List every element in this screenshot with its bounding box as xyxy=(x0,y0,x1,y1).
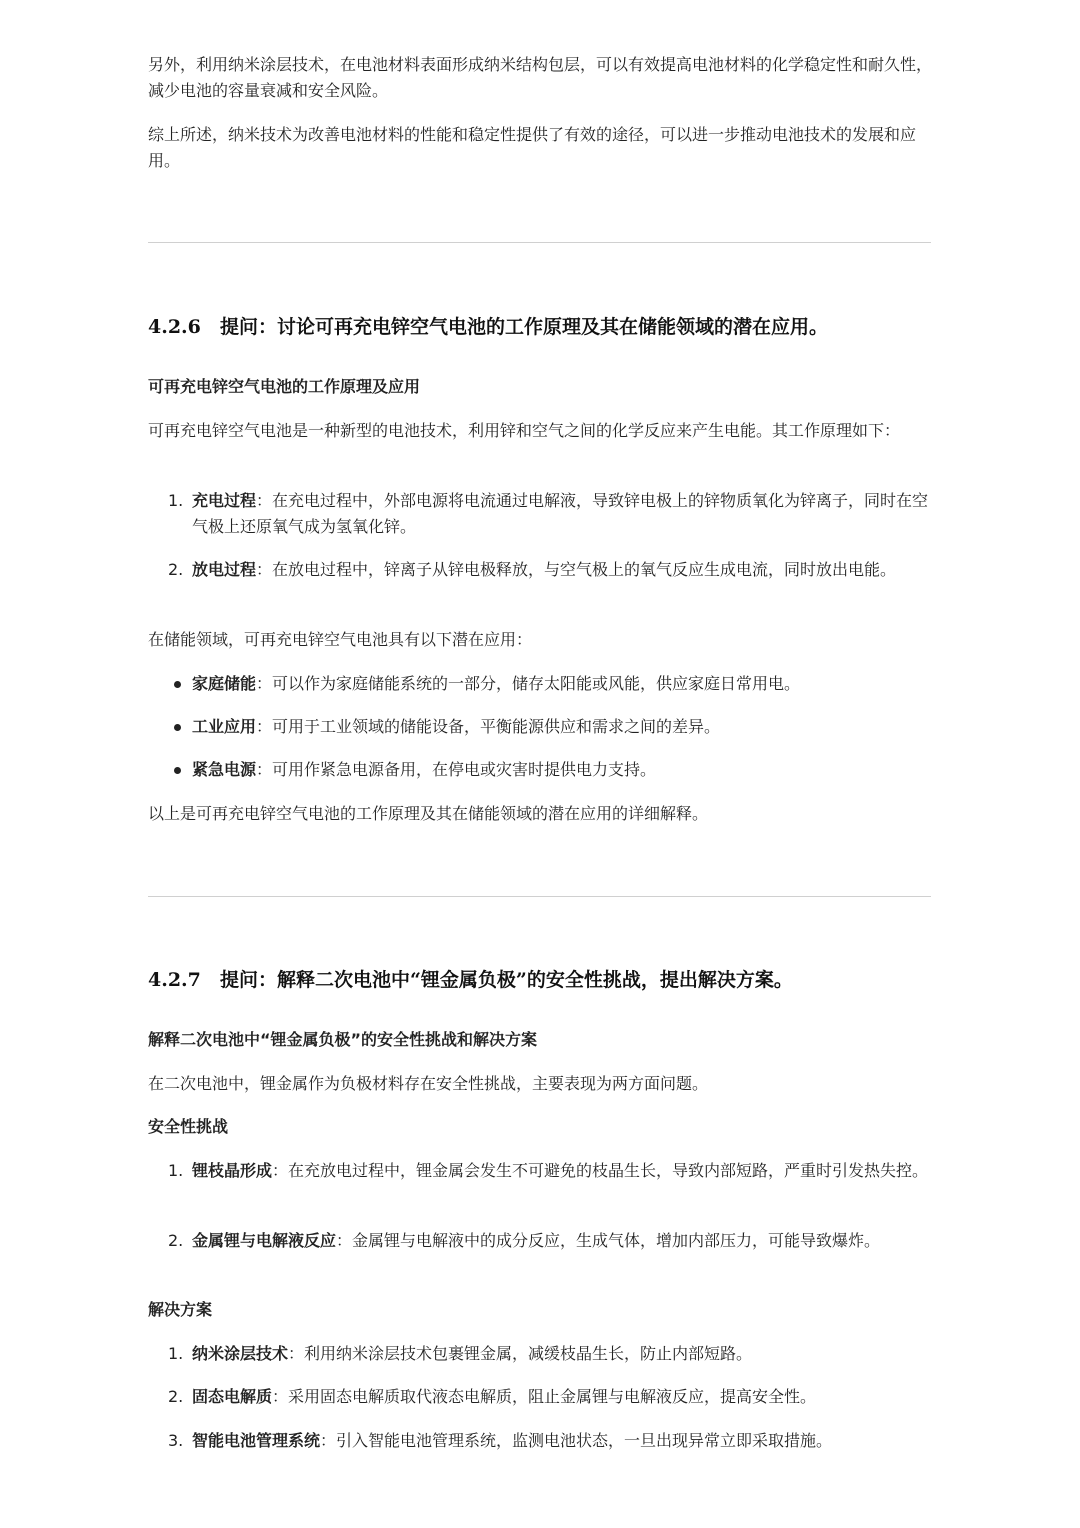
list-term: 固态电解质 xyxy=(192,1387,273,1406)
list-term: 放电过程 xyxy=(192,560,257,579)
list-item xyxy=(148,671,934,697)
list-text: ：引入智能电池管理系统，监测电池状态，一旦出现异常立即采取措施。 xyxy=(320,1431,833,1450)
list-text: ：在放电过程中，锌离子从锌电极释放，与空气极上的氧气反应生成电流，同时放出电能。 xyxy=(256,560,897,579)
list-text: ：可用于工业领域的储能设备，平衡能源供应和需求之间的差异。 xyxy=(256,717,721,736)
section-number: 4.2.7 xyxy=(148,969,201,991)
list-term: 纳米涂层技术 xyxy=(192,1344,289,1363)
list-text: ：在充电过程中，外部电源将电流通过电解液，导致锌电极上的锌物质氧化为锌离子，同时在空气极上还原氧气成为氢氧化锌。 xyxy=(192,491,929,536)
list-marker: 1. xyxy=(168,1344,184,1363)
bullet-icon xyxy=(174,681,181,688)
list-term: 工业应用 xyxy=(192,717,257,736)
challenges-heading: 安全性挑战 xyxy=(148,1117,229,1136)
list-marker: 2. xyxy=(168,1387,184,1406)
section-intro: 在二次电池中，锂金属作为负极材料存在安全性挑战，主要表现为两方面问题。 xyxy=(148,1074,709,1093)
list-marker: 1. xyxy=(168,491,184,510)
list-term: 充电过程 xyxy=(192,491,257,510)
section-subtitle: 解释二次电池中“锂金属负极”的安全性挑战和解决方案 xyxy=(148,1030,538,1049)
section-title: 提问：讨论可再充电锌空气电池的工作原理及其在储能领域的潜在应用。 xyxy=(220,316,829,338)
list-text: ：利用纳米涂层技术包裹锂金属，减缓枝晶生长，防止内部短路。 xyxy=(288,1344,753,1363)
section-divider xyxy=(148,242,931,243)
list-item xyxy=(148,488,934,540)
list-term: 紧急电源 xyxy=(192,760,257,779)
list-marker: 1. xyxy=(168,1161,184,1180)
section-divider xyxy=(148,896,931,897)
list-item xyxy=(148,757,934,783)
list-item xyxy=(148,1158,934,1184)
list-text: ：在充放电过程中，锂金属会发生不可避免的枝晶生长，导致内部短路，严重时引发热失控。 xyxy=(272,1161,929,1180)
section-intro: 可再充电锌空气电池是一种新型的电池技术，利用锌和空气之间的化学反应来产生电能。其工作原理如下： xyxy=(148,421,901,440)
solutions-heading: 解决方案 xyxy=(148,1300,213,1319)
section-subtitle: 可再充电锌空气电池的工作原理及应用 xyxy=(148,377,421,396)
list-term: 家庭储能 xyxy=(192,674,257,693)
list-item xyxy=(148,714,934,740)
intro-paragraph-1: 另外，利用纳米涂层技术，在电池材料表面形成纳米结构包层，可以有效提高电池材料的化学稳定性和耐久性，减少电池的容量衰减和安全风险。 xyxy=(148,55,933,100)
bullet-icon xyxy=(174,724,181,731)
list-marker: 3. xyxy=(168,1431,184,1450)
list-text: ：可以作为家庭储能系统的一部分，储存太阳能或风能，供应家庭日常用电。 xyxy=(256,674,801,693)
applications-intro: 在储能领域，可再充电锌空气电池具有以下潜在应用： xyxy=(148,630,533,649)
list-term: 智能电池管理系统 xyxy=(192,1431,321,1450)
list-marker: 2. xyxy=(168,560,184,579)
list-item xyxy=(148,557,934,583)
list-item xyxy=(148,1228,934,1254)
list-item xyxy=(148,1428,934,1454)
section-conclusion: 以上是可再充电锌空气电池的工作原理及其在储能领域的潜在应用的详细解释。 xyxy=(148,804,709,823)
list-item xyxy=(148,1384,934,1410)
list-term: 锂枝晶形成 xyxy=(192,1161,273,1180)
list-term: 金属锂与电解液反应 xyxy=(192,1231,337,1250)
intro-paragraph-2: 综上所述，纳米技术为改善电池材料的性能和稳定性提供了有效的途径，可以进一步推动电池技术的发展和应用。 xyxy=(148,125,917,170)
section-number: 4.2.6 xyxy=(148,316,201,338)
section-heading-4-2-7 xyxy=(148,966,934,994)
list-marker: 2. xyxy=(168,1231,184,1250)
section-heading-4-2-6 xyxy=(148,313,934,341)
list-text: ：可用作紧急电源备用，在停电或灾害时提供电力支持。 xyxy=(256,760,657,779)
section-title: 提问：解释二次电池中“锂金属负极”的安全性挑战，提出解决方案。 xyxy=(220,969,793,991)
list-item xyxy=(148,1341,934,1367)
list-text: ：金属锂与电解液中的成分反应，生成气体，增加内部压力，可能导致爆炸。 xyxy=(336,1231,881,1250)
list-text: ：采用固态电解质取代液态电解质，阻止金属锂与电解液反应，提高安全性。 xyxy=(272,1387,817,1406)
bullet-icon xyxy=(174,767,181,774)
